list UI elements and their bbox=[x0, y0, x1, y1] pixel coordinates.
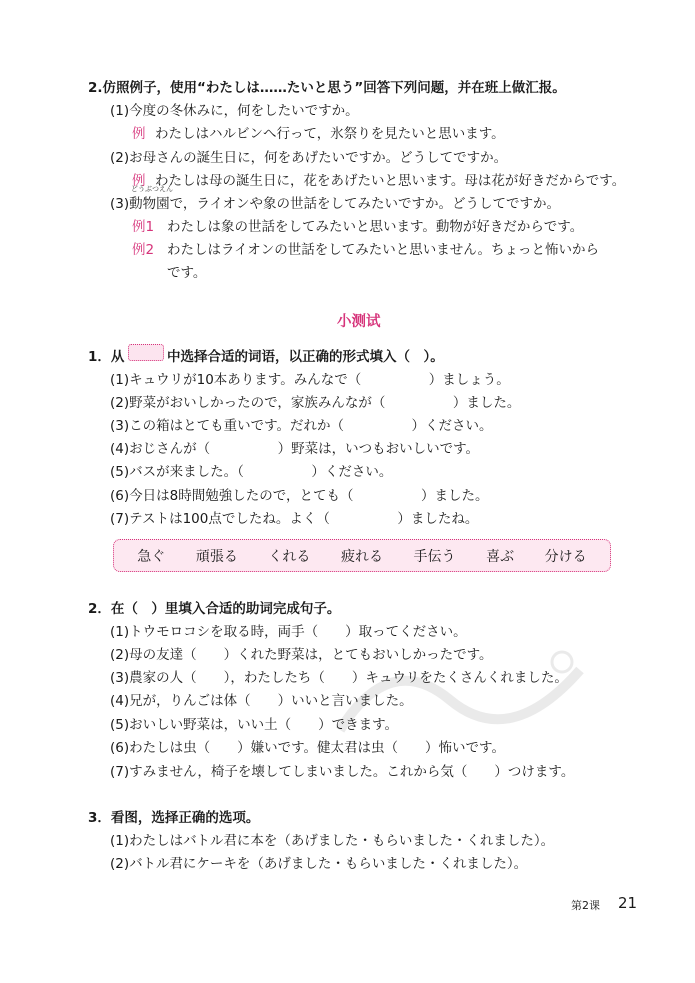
section2-q1-example-label: 例 bbox=[132, 126, 146, 142]
word-bank-marker bbox=[128, 344, 164, 361]
word-bank-item: 喜ぶ bbox=[486, 548, 515, 565]
quiz-title: 小测试 bbox=[337, 314, 381, 330]
section2-q2-example-label: 例 bbox=[132, 173, 146, 189]
quiz2-item: (1)トウモロコシを取る時，両手（ ）取ってください。 bbox=[110, 624, 467, 640]
section2-q3-example2-label: 例2 bbox=[132, 242, 155, 258]
quiz1-heading-suffix: 中选择合适的词语，以正确的形式填入（ ）。 bbox=[167, 349, 444, 365]
section2-q1: (1)今度の冬休みに，何をしたいですか。 bbox=[110, 103, 359, 119]
quiz1-item: (3)この箱はとても重いです。だれか（ ）ください。 bbox=[110, 418, 493, 434]
word-bank-item: 頑張る bbox=[195, 548, 238, 565]
quiz1-item: (2)野菜がおいしかったので，家族みんなが（ ）ました。 bbox=[110, 395, 521, 411]
quiz1-item: (1)キュウリが10本あります。みんなで（ ）ましょう。 bbox=[110, 372, 510, 388]
quiz1-item: (7)テストは100点でしたね。よく（ ）ましたね。 bbox=[110, 511, 479, 527]
section2-q3-example2-line2: です。 bbox=[167, 265, 207, 281]
word-bank-item: くれる bbox=[268, 548, 311, 565]
quiz2-item: (6)わたしは虫（ ）嫌いです。健太君は虫（ ）怖いです。 bbox=[110, 740, 505, 756]
section2-q1-example: わたしはハルビンへ行って，氷祭りを見たいと思います。 bbox=[155, 126, 505, 142]
word-bank-item: 急ぐ bbox=[137, 548, 166, 565]
quiz1-heading-prefix: 1．从 bbox=[88, 349, 125, 365]
quiz2-item: (2)母の友達（ ）くれた野菜は，とてもおいしかったです。 bbox=[110, 647, 493, 663]
section2-q2-example: わたしは母の誕生日に，花をあげたいと思います。母は花が好きだからです。 bbox=[155, 173, 626, 189]
quiz1-item: (5)バスが来ました。（ ）ください。 bbox=[110, 464, 393, 480]
quiz3-item: (1)わたしはバトル君に本を（あげました・もらいました・くれました）。 bbox=[110, 833, 555, 849]
quiz2-heading: 2．在（ ）里填入合适的助词完成句子。 bbox=[88, 601, 341, 617]
word-bank-item: 分ける bbox=[544, 548, 587, 565]
quiz3-item: (2)バトル君にケーキを（あげました・もらいました・くれました）。 bbox=[110, 856, 528, 872]
quiz2-item: (5)おいしい野菜は，いい土（ ）できます。 bbox=[110, 717, 399, 733]
quiz1-item: (6)今日は8時間勉強したので，とても（ ）ました。 bbox=[110, 488, 489, 504]
section2-q3-ruby: どうぶつえん bbox=[131, 185, 173, 193]
quiz2-item: (3)農家の人（ ），わたしたち（ ）キュウリをたくさんくれました。 bbox=[110, 670, 568, 686]
quiz2-item: (4)兄が，りんごは体（ ）いいと言いました。 bbox=[110, 693, 413, 709]
section2-q3-example2-line1: わたしはライオンの世話をしてみたいと思いません。ちょっと怖いから bbox=[167, 242, 599, 258]
page-number: 21 bbox=[618, 894, 638, 912]
section2-q3: (3)動物園で，ライオンや象の世話をしてみたいですか。どうしてですか。 bbox=[110, 196, 561, 212]
footer-lesson: 第2课 bbox=[571, 899, 600, 912]
section2-q3-example1-label: 例1 bbox=[132, 219, 155, 235]
section2-q3-example1: わたしは象の世話をしてみたいと思います。動物が好きだからです。 bbox=[167, 219, 584, 235]
section2-q2: (2)お母さんの誕生日に，何をあげたいですか。どうしてですか。 bbox=[110, 150, 508, 166]
word-bank-item: 疲れる bbox=[340, 548, 383, 565]
quiz1-item: (4)おじさんが（ ）野菜は，いつもおいしいです。 bbox=[110, 441, 480, 457]
quiz3-heading: 3．看图，选择正确的选项。 bbox=[88, 810, 260, 826]
word-bank bbox=[113, 539, 611, 572]
word-bank-item: 手伝う bbox=[413, 548, 456, 565]
section2-heading: 2.仿照例子，使用“わたしは……たいと思う”回答下列问题，并在班上做汇报。 bbox=[88, 80, 566, 96]
quiz2-item: (7)すみません，椅子を壊してしまいました。これから気（ ）つけます。 bbox=[110, 764, 575, 780]
